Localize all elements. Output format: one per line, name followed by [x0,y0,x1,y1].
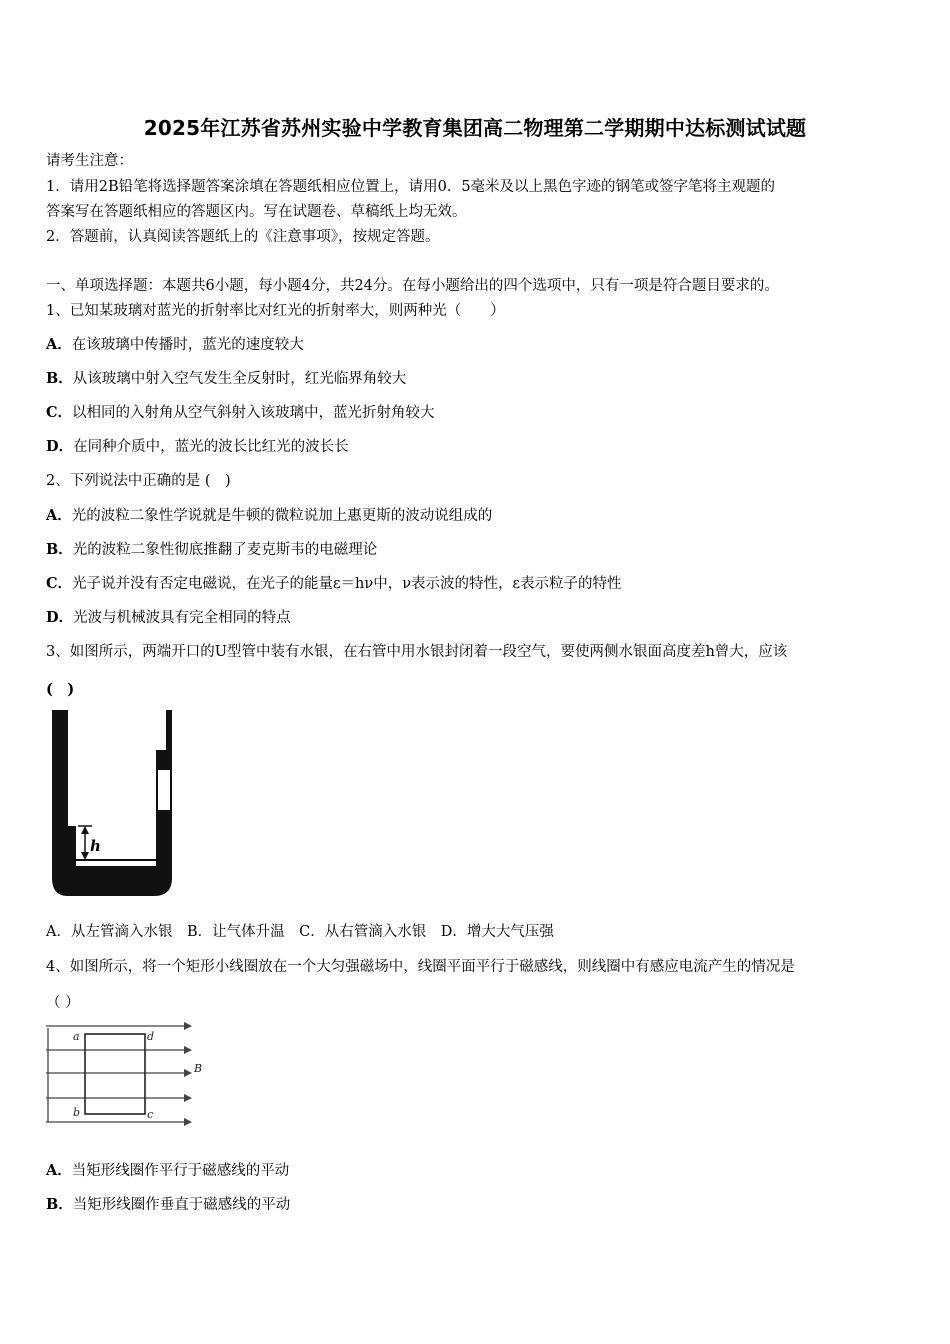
corner-label-c: c [147,1108,154,1121]
option-text: 光的波粒二象性学说就是牛顿的微粒说加上惠更斯的波动说组成的 [71,508,493,524]
question-1-stem: 1、已知某玻璃对蓝光的折射率比对红光的折射率大，则两种光（ ） [46,303,505,319]
option-label: A． [46,336,72,353]
question-3-options[interactable]: A．从左管滴入水银 B．让气体升温 C．从右管滴入水银 D．增大大气压强 [46,924,554,940]
question-1-option-b[interactable] [46,369,406,389]
section-header: 一、单项选择题：本题共6小题，每小题4分，共24分。在每小题给出的四个选项中，只有一项是符合题目要求的。 [46,278,779,294]
corner-label-a: a [73,1030,80,1043]
option-text: 光的波粒二象性彻底推翻了麦克斯韦的电磁理论 [72,542,378,558]
option-label: D． [46,438,74,455]
question-3-stem: 3、如图所示，两端开口的U型管中装有水银，在右管中用水银封闭着一段空气，要使两侧水银面高度差h曾大，应该 [46,644,788,660]
notice-item-2: 2．答题前，认真阅读答题纸上的《注意事项》，按规定答题。 [46,229,440,245]
question-1-option-d[interactable] [46,437,349,457]
height-label: h [90,837,101,855]
coil-field-figure [44,1020,214,1130]
page-title: 2025年江苏省苏州实验中学教育集团高二物理第二学期期中达标测试试题 [143,116,807,140]
notice-item-1-line-1: 1．请用2B铅笔将选择题答案涂填在答题纸相应位置上，请用0．5毫米及以上黑色字迹的钢笔或签字笔将主观题的 [46,179,776,195]
question-4-stem-continued: （ ） [46,995,80,1011]
corner-label-b: b [73,1106,81,1119]
option-label: B． [46,541,73,558]
field-label-b: B [194,1062,203,1075]
option-label: A． [46,507,72,524]
question-3-stem-continued: ( ) [46,681,75,698]
corner-label-d: d [147,1030,155,1043]
option-text: 在同种介质中，蓝光的波长比红光的波长长 [73,439,349,455]
option-label: C． [46,575,73,592]
option-label: C． [46,404,73,421]
question-2-option-d[interactable] [46,608,291,628]
u-tube-figure [46,708,178,900]
option-text: 光波与机械波具有完全相同的特点 [73,610,291,626]
notice-item-1-line-2: 答案写在答题纸相应的答题区内。写在试题卷、草稿纸上均无效。 [46,204,467,220]
option-label: D． [46,609,74,626]
notice-heading: 请考生注意： [46,153,133,169]
question-4-option-a[interactable] [46,1161,289,1181]
option-text: 从该玻璃中射入空气发生全反射时，红光临界角较大 [72,371,407,387]
question-2-option-b[interactable] [46,540,377,560]
option-text: 当矩形线圈作垂直于磁感线的平动 [72,1197,291,1213]
question-2-option-a[interactable] [46,506,492,526]
option-label: B． [46,370,73,387]
option-label: A． [46,1162,72,1179]
option-text: 当矩形线圈作平行于磁感线的平动 [71,1163,290,1179]
option-text: 在该玻璃中传播时，蓝光的速度较大 [71,337,304,353]
option-text: 光子说并没有否定电磁说，在光子的能量ε＝hν中，ν表示波的特性，ε表示粒子的特性 [72,576,622,592]
question-1-option-a[interactable] [46,335,304,355]
question-4-stem: 4、如图所示，将一个矩形小线圈放在一个大匀强磁场中，线圈平面平行于磁感线，则线圈中有感应电流产生的情况是 [46,959,795,975]
question-1-option-c[interactable] [46,403,435,423]
question-2-stem: 2、下列说法中正确的是 ( ) [46,473,231,489]
question-4-option-b[interactable] [46,1195,290,1215]
option-text: 以相同的入射角从空气斜射入该玻璃中，蓝光折射角较大 [72,405,435,421]
option-label: B． [46,1196,73,1213]
question-2-option-c[interactable] [46,574,622,594]
